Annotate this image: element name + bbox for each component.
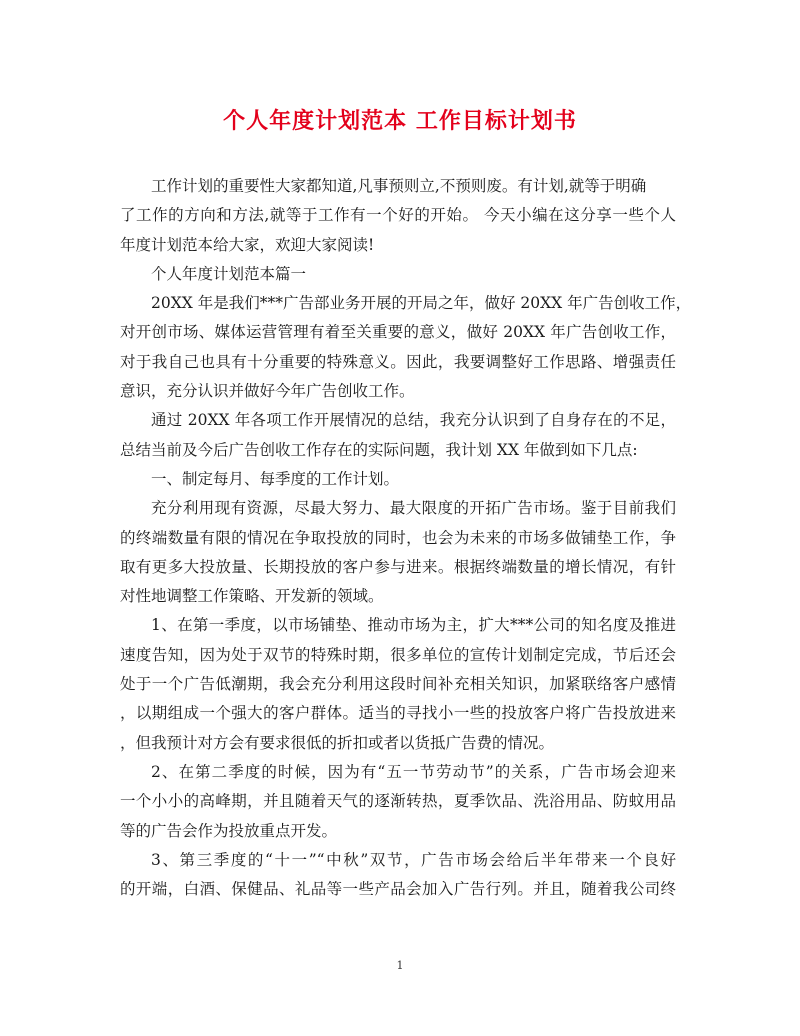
paragraph-line: 通过 20XX 年各项工作开展情况的总结，我充分认识到了自身存在的不足， xyxy=(151,411,676,430)
paragraph-line: 年度计划范本给大家，欢迎大家阅读! xyxy=(120,235,375,254)
paragraph-line: 速度告知，因为处于双节的特殊时期，很多单位的宣传计划制定完成，节后还会 xyxy=(120,645,676,664)
paragraph-line: 意识，充分认识并做好今年广告创收工作。 xyxy=(120,382,415,401)
page-number: 1 xyxy=(396,959,404,972)
paragraph-line: 总结当前及今后广告创收工作存在的实际问题，我计划 XX 年做到如下几点: xyxy=(120,440,638,459)
paragraph-line: 了工作的方向和方法,就等于工作有一个好的开始。 今天小编在这分享一些个人 xyxy=(120,206,676,225)
paragraph-line: 取有更多大投放量、长期投放的客户参与进来。根据终端数量的增长情况，有针 xyxy=(120,557,676,576)
paragraph-line: 一个小小的高峰期，并且随着天气的逐渐转热，夏季饮品、洗浴用品、防蚊用品 xyxy=(120,792,676,811)
paragraph-line: 工作计划的重要性大家都知道,凡事预则立,不预则废。有计划,就等于明确 xyxy=(151,177,647,195)
paragraph-line: ，但我预计对方会有要求很低的折扣或者以货抵广告费的情况。 xyxy=(120,733,555,752)
paragraph-line: ，以期组成一个强大的客户群体。适当的寻找小一些的投放客户将广告投放进来 xyxy=(120,704,676,723)
paragraph-line: 对性地调整工作策略、开发新的领域。 xyxy=(120,587,384,606)
paragraph-line: 3、第三季度的“十一”“中秋”双节，广告市场会给后半年带来一个良好 xyxy=(151,850,676,869)
document-title: 个人年度计划范本 工作目标计划书 xyxy=(223,108,577,134)
paragraph-line: 的开端，白酒、保健品、礼品等一些产品会加入广告行列。并且，随着我公司终 xyxy=(120,880,676,899)
paragraph-line: 2、在第二季度的时候，因为有“五一节劳动节”的关系，广告市场会迎来 xyxy=(151,762,676,781)
paragraph-line: 处于一个广告低潮期，我会充分利用这段时间补充相关知识，加紧联络客户感情 xyxy=(120,675,676,694)
paragraph-line: 充分利用现有资源，尽最大努力、最大限度的开拓广告市场。鉴于目前我们 xyxy=(151,499,676,518)
paragraph-line: 对于我自己也具有十分重要的特殊意义。因此，我要调整好工作思路、增强责任 xyxy=(120,352,676,371)
paragraph-line: 1、在第一季度，以市场铺垫、推动市场为主，扩大***公司的知名度及推进 xyxy=(151,616,676,635)
section-heading: 一、制定每月、每季度的工作计划。 xyxy=(151,469,400,488)
paragraph-line: 20XX 年是我们***广告部业务开展的开局之年，做好 20XX 年广告创收工作， xyxy=(151,294,692,313)
document-body xyxy=(120,172,692,904)
paragraph-line: 的终端数量有限的情况在争取投放的同时，也会为未来的市场多做铺垫工作，争 xyxy=(120,528,676,547)
paragraph-line: 等的广告会作为投放重点开发。 xyxy=(120,821,338,840)
section-heading: 个人年度计划范本篇一 xyxy=(151,264,307,283)
paragraph-line: 对开创市场、媒体运营管理有着至关重要的意义，做好 20XX 年广告创收工作， xyxy=(120,323,676,342)
